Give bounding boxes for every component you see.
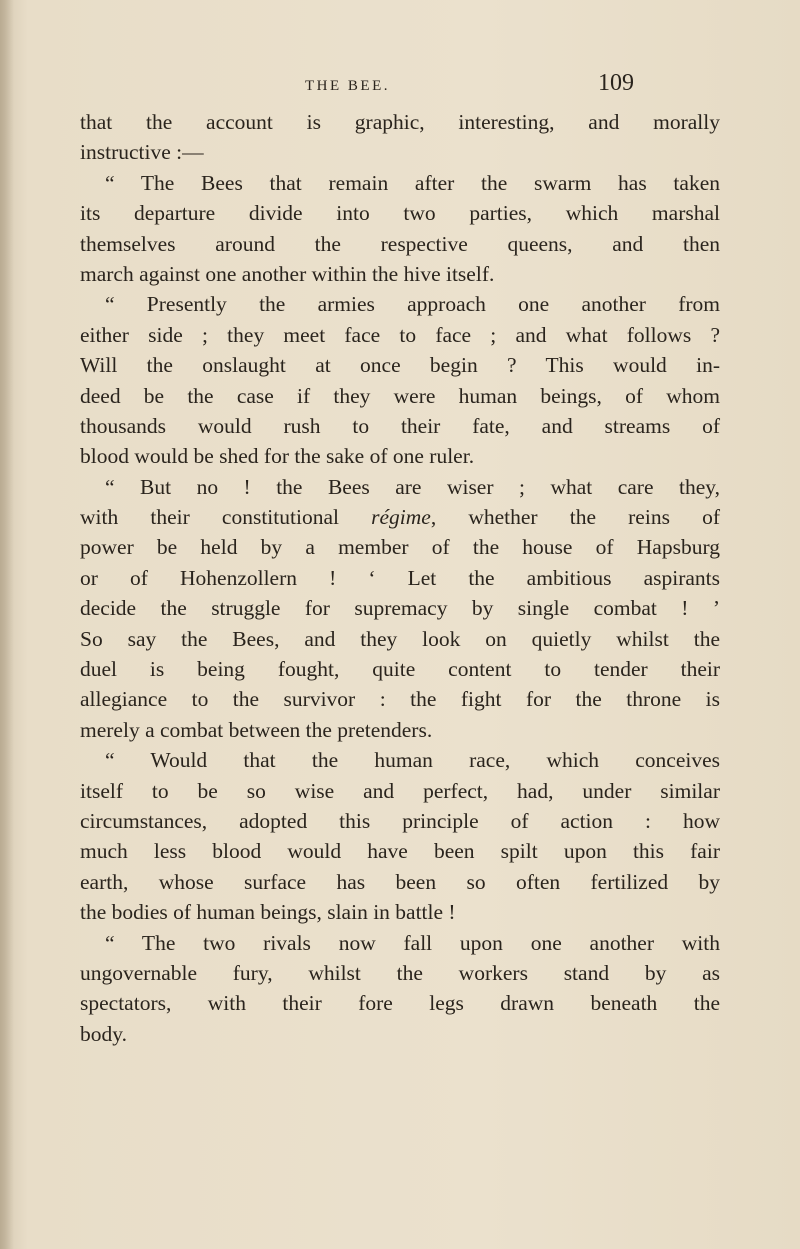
text-line: “ But no ! the Bees are wiser ; what care they, xyxy=(105,474,720,499)
text-line: “ Presently the armies approach one another from xyxy=(105,292,720,317)
text-line: allegiance to the survivor : the fight for the throne is xyxy=(80,687,720,712)
running-head xyxy=(0,70,800,100)
text-line: the bodies of human beings, slain in battle ! xyxy=(80,900,456,925)
text-line: “ The Bees that remain after the swarm has taken xyxy=(105,170,720,195)
text-line: earth, whose surface has been so often fertilized by xyxy=(80,869,720,894)
text-line: much less blood would have been spilt upon this fair xyxy=(80,839,720,864)
text-line: with their constitutional régime, whether the reins of xyxy=(80,505,720,530)
text-line: blood would be shed for the sake of one ruler. xyxy=(80,444,475,469)
text-line: Will the onslaught at once begin ? This would in- xyxy=(80,353,720,378)
text-line: “ Would that the human race, which conceives xyxy=(105,748,720,773)
text-line: power be held by a member of the house of Hapsburg xyxy=(80,535,720,560)
text-line: its departure divide into two parties, which marshal xyxy=(80,201,720,226)
page-number: 109 xyxy=(598,70,634,96)
running-head-title: THE BEE. xyxy=(305,78,390,94)
text-line: either side ; they meet face to face ; and what follows ? xyxy=(80,322,720,347)
text-line: themselves around the respective queens, and then xyxy=(80,231,720,256)
text-line: spectators, with their fore legs drawn beneath the xyxy=(80,991,720,1016)
italic-word: régime xyxy=(371,505,431,530)
gutter-shadow xyxy=(0,0,14,1249)
text-line: itself to be so wise and perfect, had, under similar xyxy=(80,778,720,803)
text-line: or of Hohenzollern ! ‘ Let the ambitious aspirants xyxy=(80,565,720,590)
text-line: “ The two rivals now fall upon one another with xyxy=(105,930,720,955)
text-line: ungovernable fury, whilst the workers stand by as xyxy=(80,960,720,985)
text-line: merely a combat between the pretenders. xyxy=(80,717,433,742)
text-line: deed be the case if they were human beings, of whom xyxy=(80,383,720,408)
text-line: duel is being fought, quite content to tender their xyxy=(80,657,720,682)
text-line: thousands would rush to their fate, and streams of xyxy=(80,413,720,438)
text-line: decide the struggle for supremacy by single combat ! ’ xyxy=(80,596,720,621)
text-line: So say the Bees, and they look on quietly whilst the xyxy=(80,626,720,651)
text-line: that the account is graphic, interesting, and morally xyxy=(80,110,720,134)
text-line: march against one another within the hive itself. xyxy=(80,261,495,286)
text-line: circumstances, adopted this principle of action : how xyxy=(80,808,720,833)
body-text xyxy=(80,107,720,1049)
text-line: body. xyxy=(80,1021,127,1046)
text-line: instructive :— xyxy=(80,140,204,165)
